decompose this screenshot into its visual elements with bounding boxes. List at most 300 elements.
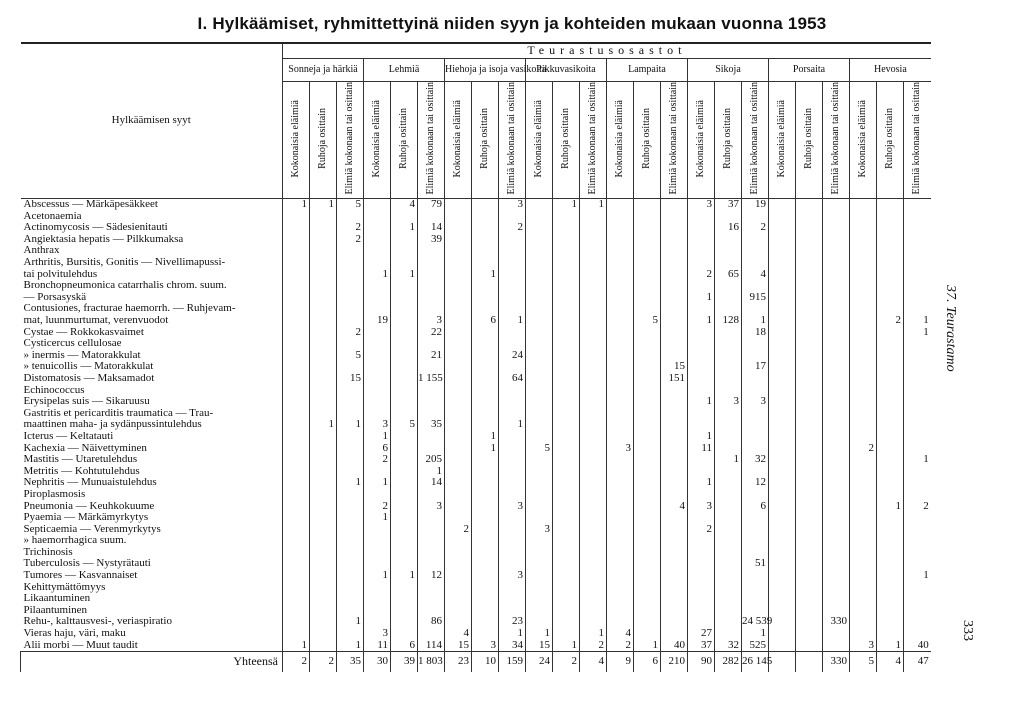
cause-label: Gastritis et pericarditis traumatica — Trau- xyxy=(23,406,214,419)
total-cell: 2 xyxy=(310,652,337,673)
value-cell xyxy=(526,593,553,605)
value-cell xyxy=(553,338,580,350)
value-cell xyxy=(796,466,823,478)
value-cell xyxy=(391,396,418,408)
value-cell xyxy=(472,373,499,385)
cause-label: Angiektasia hepatis — Pilkkumaksa xyxy=(23,232,184,245)
value-cell xyxy=(877,373,904,385)
value-cell xyxy=(769,373,796,385)
value-cell: 1 xyxy=(418,466,445,478)
value-cell xyxy=(391,431,418,443)
value-cell: 21 xyxy=(418,350,445,362)
value-cell xyxy=(553,593,580,605)
group-header: Porsaita xyxy=(769,59,850,82)
value-cell xyxy=(904,582,931,594)
value-cell: 1 xyxy=(283,640,310,652)
value-cell xyxy=(445,350,472,362)
value-cell xyxy=(877,593,904,605)
value-cell xyxy=(634,605,661,617)
value-cell xyxy=(796,454,823,466)
value-cell xyxy=(715,570,742,582)
span-header: Teurastusosastot xyxy=(283,43,931,59)
value-cell xyxy=(337,385,364,397)
value-cell xyxy=(526,431,553,443)
value-cell xyxy=(445,605,472,617)
value-cell xyxy=(634,489,661,501)
value-cell xyxy=(769,408,796,420)
value-cell xyxy=(607,338,634,350)
subcolumn-header-text: Kokonaisia eläimiä xyxy=(857,99,868,177)
value-cell xyxy=(283,303,310,315)
table-row xyxy=(21,350,931,362)
value-cell xyxy=(634,396,661,408)
value-cell xyxy=(445,199,472,211)
value-cell xyxy=(445,408,472,420)
value-cell xyxy=(472,605,499,617)
total-cell: 6 xyxy=(634,652,661,673)
value-cell: 1 xyxy=(364,431,391,443)
value-cell xyxy=(634,327,661,339)
value-cell: 27 xyxy=(688,628,715,640)
value-cell xyxy=(283,454,310,466)
value-cell xyxy=(769,419,796,431)
value-cell: 37 xyxy=(688,640,715,652)
value-cell xyxy=(661,558,688,570)
value-cell xyxy=(850,466,877,478)
value-cell xyxy=(904,257,931,269)
value-cell xyxy=(364,582,391,594)
value-cell xyxy=(688,593,715,605)
value-cell xyxy=(499,524,526,536)
value-cell xyxy=(850,257,877,269)
value-cell xyxy=(715,593,742,605)
value-cell xyxy=(607,547,634,559)
value-cell xyxy=(283,245,310,257)
value-cell: 11 xyxy=(364,640,391,652)
value-cell xyxy=(472,338,499,350)
value-cell xyxy=(418,535,445,547)
value-cell xyxy=(526,338,553,350)
value-cell xyxy=(688,512,715,524)
value-cell xyxy=(472,501,499,513)
value-cell xyxy=(661,269,688,281)
value-cell xyxy=(607,582,634,594)
value-cell xyxy=(283,327,310,339)
value-cell xyxy=(877,257,904,269)
value-cell: 1 xyxy=(310,419,337,431)
value-cell xyxy=(283,315,310,327)
cause-label: Anthrax xyxy=(23,244,60,257)
value-cell xyxy=(391,512,418,524)
subcolumn-header xyxy=(553,82,580,199)
value-cell xyxy=(553,524,580,536)
value-cell xyxy=(364,535,391,547)
value-cell xyxy=(580,257,607,269)
value-cell xyxy=(850,593,877,605)
value-cell xyxy=(661,431,688,443)
value-cell xyxy=(553,535,580,547)
value-cell xyxy=(310,616,337,628)
value-cell xyxy=(283,408,310,420)
value-cell xyxy=(580,280,607,292)
total-cell: 2 xyxy=(553,652,580,673)
value-cell xyxy=(310,593,337,605)
value-cell xyxy=(850,605,877,617)
value-cell xyxy=(607,257,634,269)
value-cell xyxy=(877,419,904,431)
value-cell xyxy=(661,477,688,489)
value-cell xyxy=(580,222,607,234)
value-cell xyxy=(310,327,337,339)
value-cell xyxy=(796,199,823,211)
value-cell: 1 xyxy=(337,419,364,431)
value-cell xyxy=(391,234,418,246)
total-cell: 35 xyxy=(337,652,364,673)
value-cell xyxy=(796,292,823,304)
cause-label: Septicaemia — Verenmyrkytys xyxy=(23,522,161,535)
table-row xyxy=(21,280,931,292)
value-cell xyxy=(904,431,931,443)
value-cell xyxy=(472,292,499,304)
value-cell xyxy=(877,396,904,408)
table-row xyxy=(21,640,931,652)
value-cell xyxy=(634,547,661,559)
value-cell xyxy=(553,315,580,327)
value-cell: 128 xyxy=(715,315,742,327)
value-cell xyxy=(526,408,553,420)
value-cell xyxy=(796,558,823,570)
value-cell xyxy=(850,558,877,570)
value-cell xyxy=(634,222,661,234)
subcolumn-header xyxy=(499,82,526,199)
value-cell xyxy=(364,327,391,339)
value-cell xyxy=(796,327,823,339)
value-cell: 39 xyxy=(418,234,445,246)
value-cell: 1 xyxy=(337,616,364,628)
value-cell xyxy=(823,477,850,489)
value-cell xyxy=(634,245,661,257)
value-cell xyxy=(445,245,472,257)
value-cell xyxy=(796,361,823,373)
value-cell xyxy=(526,245,553,257)
value-cell xyxy=(634,512,661,524)
subcolumn-header xyxy=(526,82,553,199)
cause-label: Rehu-, kalttausvesi-, veriaspiratio xyxy=(23,615,172,628)
value-cell xyxy=(850,385,877,397)
value-cell xyxy=(634,419,661,431)
value-cell xyxy=(580,570,607,582)
value-cell xyxy=(607,303,634,315)
value-cell xyxy=(661,257,688,269)
value-cell xyxy=(688,350,715,362)
value-cell xyxy=(715,361,742,373)
value-cell xyxy=(364,280,391,292)
value-cell xyxy=(526,477,553,489)
value-cell xyxy=(445,315,472,327)
value-cell xyxy=(850,280,877,292)
value-cell xyxy=(553,222,580,234)
value-cell xyxy=(445,512,472,524)
cause-label: Erysipelas suis — Sikaruusu xyxy=(23,395,150,408)
value-cell xyxy=(418,593,445,605)
value-cell xyxy=(742,234,769,246)
value-cell xyxy=(715,408,742,420)
value-cell xyxy=(850,269,877,281)
value-cell xyxy=(580,350,607,362)
value-cell: 40 xyxy=(661,640,688,652)
value-cell xyxy=(364,593,391,605)
value-cell xyxy=(823,338,850,350)
subcolumn-header-text: Kokonaisia eläimiä xyxy=(533,99,544,177)
value-cell xyxy=(769,640,796,652)
value-cell xyxy=(742,338,769,350)
cause-label: Kachexia — Näivettyminen xyxy=(23,441,147,454)
value-cell xyxy=(391,338,418,350)
value-cell xyxy=(850,454,877,466)
value-cell: 2 xyxy=(607,640,634,652)
value-cell: 2 xyxy=(337,222,364,234)
value-cell xyxy=(553,547,580,559)
value-cell xyxy=(769,558,796,570)
value-cell: 2 xyxy=(580,640,607,652)
value-cell xyxy=(283,477,310,489)
cause-label: Acetonaemia xyxy=(23,209,82,222)
value-cell xyxy=(283,234,310,246)
value-cell xyxy=(904,419,931,431)
value-cell xyxy=(391,454,418,466)
cause-label: maattinen maha- ja sydänpussintulehdus xyxy=(23,418,202,431)
value-cell xyxy=(850,408,877,420)
value-cell xyxy=(823,408,850,420)
value-cell xyxy=(337,280,364,292)
value-cell xyxy=(607,245,634,257)
total-cell: 90 xyxy=(688,652,715,673)
cause-label: Cysticercus cellulosae xyxy=(23,337,122,350)
value-cell xyxy=(607,269,634,281)
value-cell xyxy=(283,257,310,269)
value-cell xyxy=(553,211,580,223)
value-cell xyxy=(634,408,661,420)
value-cell xyxy=(580,408,607,420)
value-cell xyxy=(391,501,418,513)
value-cell xyxy=(418,292,445,304)
value-cell xyxy=(418,396,445,408)
value-cell xyxy=(337,431,364,443)
subcolumn-header-text: Ruhoja osittain xyxy=(884,107,895,169)
value-cell xyxy=(553,385,580,397)
value-cell xyxy=(634,234,661,246)
value-cell xyxy=(418,245,445,257)
value-cell xyxy=(472,199,499,211)
value-cell xyxy=(283,373,310,385)
value-cell: 1 xyxy=(337,477,364,489)
value-cell xyxy=(715,327,742,339)
table-row xyxy=(21,616,931,628)
value-cell xyxy=(445,489,472,501)
table-row xyxy=(21,570,931,582)
value-cell xyxy=(310,211,337,223)
value-cell xyxy=(472,361,499,373)
value-cell xyxy=(769,628,796,640)
value-cell xyxy=(823,489,850,501)
value-cell xyxy=(634,431,661,443)
value-cell xyxy=(904,396,931,408)
value-cell: 65 xyxy=(715,269,742,281)
value-cell xyxy=(877,466,904,478)
value-cell xyxy=(769,466,796,478)
value-cell xyxy=(310,338,337,350)
table-row xyxy=(21,257,931,269)
total-cell: 282 xyxy=(715,652,742,673)
value-cell: 1 xyxy=(634,640,661,652)
total-row xyxy=(21,652,931,673)
value-cell xyxy=(715,582,742,594)
value-cell xyxy=(661,616,688,628)
value-cell xyxy=(823,512,850,524)
value-cell xyxy=(553,570,580,582)
value-cell xyxy=(391,350,418,362)
value-cell xyxy=(634,628,661,640)
value-cell xyxy=(526,396,553,408)
value-cell xyxy=(769,582,796,594)
value-cell xyxy=(310,385,337,397)
subcolumn-header-text: Elimiä kokonaan tai osittain xyxy=(425,82,436,195)
value-cell xyxy=(337,454,364,466)
value-cell xyxy=(580,303,607,315)
value-cell xyxy=(553,558,580,570)
value-cell xyxy=(904,373,931,385)
value-cell xyxy=(580,558,607,570)
value-cell xyxy=(769,616,796,628)
value-cell xyxy=(877,535,904,547)
value-cell xyxy=(310,547,337,559)
value-cell xyxy=(472,234,499,246)
value-cell xyxy=(796,315,823,327)
group-header: Hevosia xyxy=(850,59,931,82)
value-cell xyxy=(391,616,418,628)
value-cell xyxy=(391,535,418,547)
value-cell xyxy=(580,547,607,559)
cause-label: Distomatosis — Maksamadot xyxy=(23,371,155,384)
value-cell xyxy=(634,338,661,350)
value-cell xyxy=(661,628,688,640)
value-cell: 3 xyxy=(499,199,526,211)
value-cell xyxy=(769,338,796,350)
value-cell xyxy=(418,431,445,443)
value-cell: 1 xyxy=(364,477,391,489)
group-header: Hiehoja ja isoja vasikoita xyxy=(445,59,526,82)
value-cell xyxy=(607,199,634,211)
value-cell xyxy=(688,245,715,257)
value-cell xyxy=(499,443,526,455)
value-cell xyxy=(499,257,526,269)
value-cell xyxy=(337,558,364,570)
value-cell xyxy=(715,489,742,501)
value-cell xyxy=(526,558,553,570)
value-cell xyxy=(796,234,823,246)
value-cell xyxy=(661,524,688,536)
value-cell xyxy=(499,454,526,466)
value-cell xyxy=(499,269,526,281)
value-cell xyxy=(580,396,607,408)
value-cell: 24 xyxy=(499,350,526,362)
table-row xyxy=(21,593,931,605)
value-cell xyxy=(526,466,553,478)
subcolumn-header xyxy=(445,82,472,199)
value-cell xyxy=(499,292,526,304)
value-cell xyxy=(580,361,607,373)
value-cell xyxy=(634,361,661,373)
value-cell xyxy=(607,605,634,617)
value-cell: 1 xyxy=(553,640,580,652)
value-cell xyxy=(391,489,418,501)
value-cell xyxy=(823,593,850,605)
value-cell: 1 xyxy=(580,199,607,211)
value-cell xyxy=(688,558,715,570)
value-cell xyxy=(823,535,850,547)
value-cell xyxy=(634,524,661,536)
value-cell xyxy=(850,361,877,373)
value-cell: 525 xyxy=(742,640,769,652)
value-cell xyxy=(526,222,553,234)
value-cell xyxy=(472,558,499,570)
value-cell xyxy=(796,443,823,455)
table-row xyxy=(21,327,931,339)
value-cell xyxy=(526,361,553,373)
value-cell xyxy=(607,454,634,466)
value-cell xyxy=(310,269,337,281)
value-cell xyxy=(877,431,904,443)
value-cell xyxy=(661,385,688,397)
cause-label: Pilaantuminen xyxy=(23,603,88,616)
value-cell xyxy=(310,373,337,385)
value-cell xyxy=(283,385,310,397)
subcolumn-header-text: Elimiä kokonaan tai osittain xyxy=(830,82,841,195)
value-cell xyxy=(580,582,607,594)
value-cell xyxy=(337,315,364,327)
value-cell xyxy=(418,489,445,501)
subcolumn-header xyxy=(823,82,850,199)
value-cell xyxy=(796,245,823,257)
value-cell xyxy=(823,222,850,234)
value-cell: 32 xyxy=(742,454,769,466)
value-cell xyxy=(904,245,931,257)
value-cell: 1 xyxy=(391,570,418,582)
value-cell xyxy=(337,292,364,304)
value-cell xyxy=(526,292,553,304)
group-header: Sonneja ja härkiä xyxy=(283,59,364,82)
value-cell xyxy=(283,558,310,570)
value-cell xyxy=(337,245,364,257)
value-cell xyxy=(850,419,877,431)
value-cell xyxy=(418,512,445,524)
value-cell xyxy=(553,431,580,443)
value-cell xyxy=(688,257,715,269)
value-cell: 15 xyxy=(661,361,688,373)
value-cell: 1 xyxy=(688,477,715,489)
value-cell xyxy=(634,558,661,570)
value-cell xyxy=(823,570,850,582)
total-cell: 23 xyxy=(445,652,472,673)
value-cell: 3 xyxy=(715,396,742,408)
value-cell xyxy=(391,315,418,327)
value-cell xyxy=(661,396,688,408)
value-cell xyxy=(580,245,607,257)
value-cell: 1 xyxy=(877,501,904,513)
value-cell xyxy=(472,280,499,292)
value-cell xyxy=(904,605,931,617)
value-cell xyxy=(364,547,391,559)
